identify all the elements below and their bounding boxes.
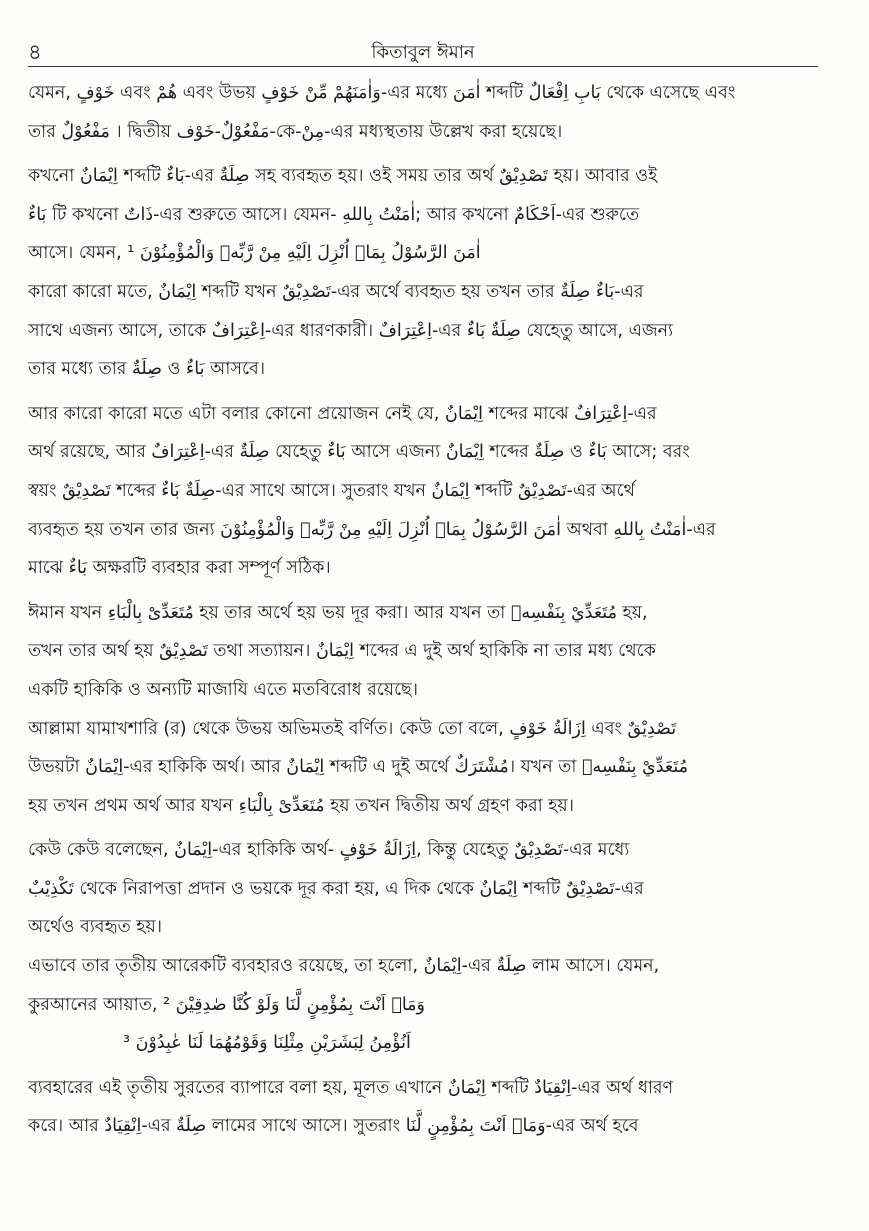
- text-line: অর্থেও ব্যবহৃত হয়।: [28, 917, 163, 938]
- text-line: আর কারো কারো মতে এটা বলার কোনো প্রয়োজন নেই যে, اِيْمَانٌ শব্দের মাঝে اِعْتِرَافٌ-এর: [28, 403, 657, 424]
- text-line: بَاءٌ টি কখনো ذَاتٌ-এর শুরুতে আসে। যেমন- اٰمَنْتُ بِاللهِ; আর কখনো اَحْكَامٌ-এর শুরুতে: [28, 204, 640, 225]
- text-line: ব্যবহৃত হয় তখন তার জন্য اٰمَنَ الرَّسُوْلُ بِمَاۤ اُنْزِلَ اِلَيْهِ مِنْ رَّبِّهٖ وَالْمُؤْمِنُوْنَ অথবা اٰمَنْتُ بِاللهِ-এর: [28, 519, 716, 540]
- text-line: উভয়টা اِيْمَانٌ-এর হাকিকি অর্থ। আর اِيْمَانٌ শব্দটি এ দুই অর্থে مُشْتَرَكٌ। যখন তা مُتَعَدِّيْ بِنَفْسِهٖ: [28, 757, 689, 778]
- text-line: কুরআনের আয়াত, ² وَمَاۤ اَنْتَ بِمُؤْمِنٍ لَّنَا وَلَوْ كُنَّا صٰدِقِيْنَ: [28, 994, 425, 1015]
- text-line: করে। আর اِنْقِيَادٌ-এর صِلَةٌ লামের সাথে আসে। সুতরাং وَمَاۤ اَنْتَ بِمُؤْمِنٍ لَّنَا-এর অর্থ হবে: [28, 1116, 639, 1137]
- text-line: তার মধ্যে তার صِلَةٌ ও بَاءٌ আসবে।: [28, 359, 266, 380]
- text-line: আল্লামা যামাখশারি (র) থেকে উভয় অভিমতই বর্ণিত। কেউ তো বলে, اِزَالَةُ خَوْفٍ এবং تَصْدِيْقٌ: [28, 718, 677, 739]
- page-header: [28, 30, 818, 67]
- body-text: [28, 74, 818, 1146]
- text-line: ব্যবহারের এই তৃতীয় সুরতের ব্যাপারে বলা হয়, মূলত এখানে اِيْمَانٌ শব্দটি اِنْقِيَادٌ-এর অর্থ ধারণ: [28, 1077, 674, 1098]
- text-line: تَكْذِيْبٌ থেকে নিরাপত্তা প্রদান ও ভয়কে দূর করা হয়, এ দিক থেকে اِيْمَانٌ শব্দটি تَصْدِيْقٌ-এর: [28, 878, 644, 899]
- text-line: একটি হাকিকি ও অন্যটি মাজাযি এতে মতবিরোধ রয়েছে।: [28, 679, 418, 700]
- text-line: হয় তখন প্রথম অর্থ আর যখন مُتَعَدِّىْ بِالْبَاءِ হয় তখন দ্বিতীয় অর্থ গ্রহণ করা হয়।: [28, 795, 574, 816]
- running-title: কিতাবুল ঈমান: [371, 42, 475, 63]
- text-line: আসে। যেমন, اٰمَنَ الرَّسُوْلُ بِمَاۤ اُنْزِلَ اِلَيْهِ مِنْ رَّبِّهٖ وَالْمُؤْمِنُوْنَ ¹: [28, 243, 481, 264]
- text-line: কেউ কেউ বলেছেন, اِيْمَانٌ-এর হাকিকি অর্থ- اِزَالَةُ خَوْفٍ, কিন্তু যেহেতু تَصْدِيْقٌ-এর মধ্যে: [28, 840, 630, 861]
- text-line: সাথে এজন্য আসে, তাকে اِعْتِرَافٌ-এর ধারণকারী। اِعْتِرَافٌ-এর صِلَةٌ بَاءٌ যেহেতু আসে, এজন্য: [28, 320, 674, 341]
- text-line-quranic-verse: اَنُؤْمِنُ لِبَشَرَيْنِ مِثْلِنَا وَقَوْمُهُمَا لَنَا عٰبِدُوْنَ ³: [123, 1033, 411, 1054]
- text-line: কখনো اِيْمَانٌ শব্দটি بَاءٌ-এর صِلَةٌ সহ ব্যবহৃত হয়। ওই সময় তার অর্থ تَصْدِيْقٌ হয়। আবার ওই: [28, 166, 658, 187]
- text-line: স্বয়ং تَصْدِيْقٌ শব্দের صِلَةٌ بَاءٌ-এর সাথে আসে। সুতরাং যখন اِيْمَانٌ শব্দটি تَصْدِيْقٌ-এর অর্থে: [28, 480, 635, 501]
- page-number: ৪: [28, 40, 42, 64]
- text-line: তখন তার অর্থ হয় تَصْدِيْقٌ তথা সত্যায়ন। اِيْمَانٌ শব্দের এ দুই অর্থ হাকিকি না তার মধ্য থেকে: [28, 641, 656, 662]
- text-line: মাঝে بَاءٌ অক্ষরটি ব্যবহার করা সম্পূর্ণ সঠিক।: [28, 558, 331, 579]
- text-line: কারো কারো মতে, اِيْمَانٌ শব্দটি যখন تَصْدِيْقٌ-এর অর্থে ব্যবহৃত হয় তখন তার بَاءٌ صِلَةٌ-এর: [28, 281, 644, 302]
- text-line: ঈমান যখন مُتَعَدِّىْ بِالْبَاءِ হয় তার অর্থে হয় ভয় দূর করা। আর যখন তা مُتَعَدِّيْ بِنَفْسِهٖ হয়,: [28, 602, 648, 623]
- text-line: তার مَفْعُوْلٌ । দ্বিতীয় مَفْعُوْلٌ-خَوْف-কে-مِنْ-এর মধ্যস্থতায় উল্লেখ করা হয়েছে।: [28, 121, 563, 142]
- text-line: যেমন, خَوْفٍ এবং هُمْ এবং উভয় وَاٰمَنَهُمْ مِّنْ خَوْفٍ-এর মধ্যে اٰمَنَ শব্দটি بَابِ اِفْعَالٌ থেকে এসেছে এবং: [28, 83, 736, 103]
- text-line: এভাবে তার তৃতীয় আরেকটি ব্যবহারও রয়েছে, তা হলো, اِيْمَانٌ-এর صِلَةٌ লাম আসে। যেমন,: [28, 956, 660, 977]
- text-line: অর্থ রয়েছে, আর اِعْتِرَافٌ-এর صِلَةٌ যেহেতু بَاءٌ আসে এজন্য اِيْمَانٌ শব্দের صِلَةٌ ও بَاءٌ আসে; বরং: [28, 442, 690, 463]
